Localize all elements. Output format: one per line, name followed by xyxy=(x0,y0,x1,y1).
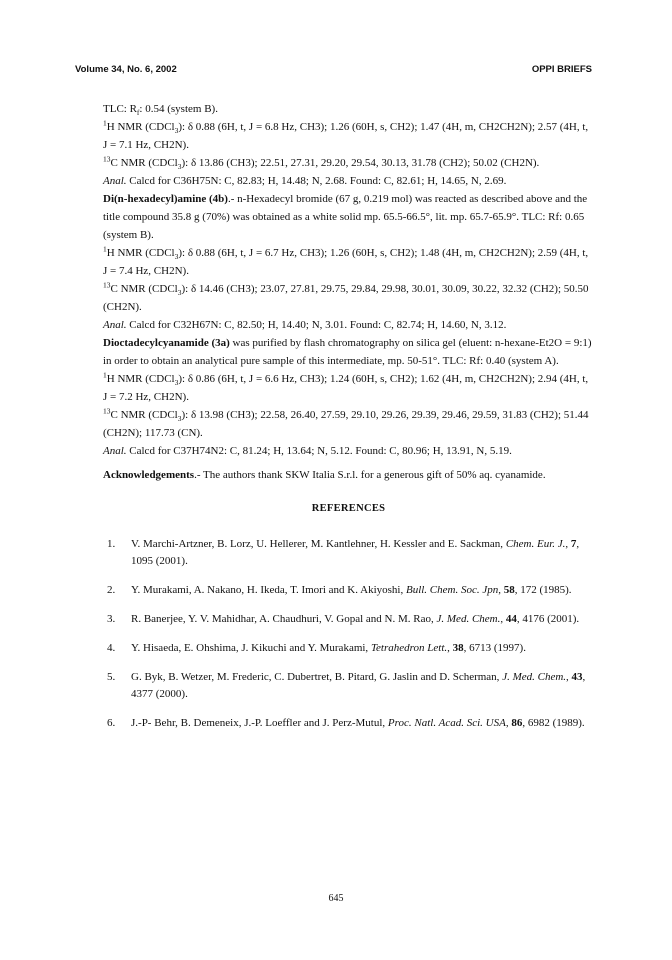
reference-item xyxy=(103,715,594,732)
reference-text: Y. Hisaeda, E. Ohshima, J. Kikuchi and Y. Murakami, Tetrahedron Lett., 38, 6713 (1997). xyxy=(131,642,526,654)
acknowledgements: Acknowledgements.- The authors thank SKW Italia S.r.l. for a generous gift of 50% aq. cyanamide. xyxy=(103,469,546,481)
h-nmr-line: $^1$H NMR (CDCl$_3$): δ 0.86 (6H, t, J = 6.6 Hz, CH3); 1.24 (60H, s, CH2); 1.62 (4H, m, CH2CH2N); 2.94 (4H, t, J = 7.2 Hz, CH2N). xyxy=(103,370,589,403)
ack-text: The authors thank SKW Italia S.r.l. for a generous gift of 50% aq. cyanamide. xyxy=(203,469,546,481)
reference-number: 1. xyxy=(107,538,116,550)
analysis-line: Anal. Calcd for C37H74N2: C, 81.24; H, 13.64; N, 5.12. Found: C, 80.96; H, 13.91, N, 5.19. xyxy=(103,445,512,457)
analysis-line: Anal. Calcd for C36H75N: C, 82.83; H, 14.48; N, 2.68. Found: C, 82.61; H, 14.65, N, 2.69. xyxy=(103,175,507,187)
reference-item xyxy=(103,640,594,657)
analysis-data: Calcd for C37H74N2: C, 81.24; H, 13.64; N, 5.12. Found: C, 80.96; H, 13.91, N, 5.19. xyxy=(129,445,512,457)
reference-text: Y. Murakami, A. Nakano, H. Ikeda, T. Imori and K. Akiyoshi, Bull. Chem. Soc. Jpn, 58, 172 (1985). xyxy=(131,584,572,596)
reference-list xyxy=(103,536,594,732)
h-nmr-data: δ 0.88 (6H, t, J = 6.8 Hz, CH3); 1.26 (60H, s, CH2); 1.47 (4H, m, CH2CH2N); 2.57 (4H, t, J = 7.1 Hz, CH2N). xyxy=(103,121,589,151)
analysis-data: Calcd for C36H75N: C, 82.83; H, 14.48; N, 2.68. Found: C, 82.61; H, 14.65, N, 2.69. xyxy=(129,175,507,187)
reference-item xyxy=(103,669,594,703)
reference-number: 3. xyxy=(107,613,116,625)
reference-item xyxy=(103,582,594,599)
c-nmr-data: δ 13.98 (CH3); 22.58, 26.40, 27.59, 29.10, 29.26, 29.39, 29.46, 29.59, 31.83 (CH2); 51.44 (CH2N); 117.73 (CN). xyxy=(103,409,589,439)
reference-text: V. Marchi-Artzner, B. Lorz, U. Hellerer, M. Kantlehner, H. Kessler and E. Sackman, Chem. Eur. J., 7, 1095 (2001). xyxy=(131,538,580,567)
reference-text: J.-P- Behr, B. Demeneix, J.-P. Loeffler and J. Perz-Mutul, Proc. Natl. Acad. Sci. USA, 86, 6982 (1989). xyxy=(131,717,585,729)
references-heading: REFERENCES xyxy=(311,503,386,514)
section-title: OPPI BRIEFS xyxy=(531,64,592,75)
page-number: 645 xyxy=(328,893,344,904)
c-nmr-line: $^{13}$C NMR (CDCl$_3$): δ 13.98 (CH3); 22.58, 26.40, 27.59, 29.10, 29.26, 29.39, 29.46, 29.59, 31.83 (CH2); 51.44 (CH2N); 117.73 (CN). xyxy=(103,406,589,439)
c-nmr-data: δ 13.86 (CH3); 22.51, 27.31, 29.20, 29.54, 30.13, 31.78 (CH2); 50.02 (CH2N). xyxy=(190,157,540,169)
h-nmr-line: $^1$H NMR (CDCl$_3$): δ 0.88 (6H, t, J = 6.8 Hz, CH3); 1.26 (60H, s, CH2); 1.47 (4H, m, CH2CH2N); 2.57 (4H, t, J = 7.1 Hz, CH2N). xyxy=(103,118,589,151)
article-body xyxy=(103,100,594,744)
compound-3a-paragraph xyxy=(103,334,594,370)
compound-3a-name: Dioctadecylcyanamide (3a) xyxy=(103,337,230,349)
compound-4b-text: n-Hexadecyl bromide (67 g, 0.219 mol) was reacted as described above and the title compound 35.8 g (70%) was obtained as a white solid mp. 65.5-66.5°, lit. mp. 65.7-65.9°. TLC: Rf: 0.65 (system B). xyxy=(103,193,588,241)
journal-volume: Volume 34, No. 6, 2002 xyxy=(75,64,177,75)
compound-4b-paragraph: Di(n-hexadecyl)amine (4b).- n-Hexadecyl bromide (67 g, 0.219 mol) was reacted as described above and the title compound 35.8 g (70%) was obtained as a white solid mp. 65.5-66.5°, lit. mp. 65.7-65.9°. TLC: Rf: 0.65 (system B). xyxy=(103,193,588,241)
ack-label: Acknowledgements xyxy=(103,469,195,481)
reference-number: 4. xyxy=(107,642,116,654)
c-nmr-line: $^{13}$C NMR (CDCl$_3$): δ 13.86 (CH3); 22.51, 27.31, 29.20, 29.54, 30.13, 31.78 (CH2); 50.02 (CH2N). xyxy=(103,154,540,172)
reference-text: R. Banerjee, Y. V. Mahidhar, A. Chaudhuri, V. Gopal and N. M. Rao, J. Med. Chem., 44, 4176 (2001). xyxy=(131,613,580,625)
reference-item xyxy=(103,536,594,570)
c-nmr-data: δ 14.46 (CH3); 23.07, 27.81, 29.75, 29.84, 29.98, 30.01, 30.09, 30.22, 32.32 (CH2); 50.50 (CH2N). xyxy=(103,283,589,313)
reference-item xyxy=(103,611,594,628)
h-nmr-line: $^1$H NMR (CDCl$_3$): δ 0.88 (6H, t, J = 6.7 Hz, CH3); 1.26 (60H, s, CH2); 1.48 (4H, m, CH2CH2N); 2.59 (4H, t, J = 7.4 Hz, CH2N). xyxy=(103,244,589,277)
reference-number: 5. xyxy=(107,671,116,683)
analysis-line: Anal. Calcd for C32H67N: C, 82.50; H, 14.40; N, 3.01. Found: C, 82.74; H, 14.60, N, 3.12. xyxy=(103,319,507,331)
compound-4b-name: Di(n-hexadecyl)amine (4b) xyxy=(103,193,228,205)
c-nmr-line: $^{13}$C NMR (CDCl$_3$): δ 14.46 (CH3); 23.07, 27.81, 29.75, 29.84, 29.98, 30.01, 30.09, 30.22, 32.32 (CH2); 50.50 (CH2N). xyxy=(103,280,589,313)
compound-3a-text: was purified by flash chromatography on silica gel (eluent: n-hexane-Et2O = 9:1) in order to obtain an analytical pure sample of this intermediate, mp. 50-51°. TLC: Rf: 0.40 (system A). xyxy=(103,337,592,367)
tlc-line: TLC: $R_f$: 0.54 (system B). xyxy=(103,103,218,118)
analysis-data: Calcd for C32H67N: C, 82.50; H, 14.40; N, 3.01. Found: C, 82.74; H, 14.60, N, 3.12. xyxy=(129,319,507,331)
reference-number: 2. xyxy=(107,584,116,596)
h-nmr-data: δ 0.88 (6H, t, J = 6.7 Hz, CH3); 1.26 (60H, s, CH2); 1.48 (4H, m, CH2CH2N); 2.59 (4H, t, J = 7.4 Hz, CH2N). xyxy=(103,247,589,277)
h-nmr-data: δ 0.86 (6H, t, J = 6.6 Hz, CH3); 1.24 (60H, s, CH2); 1.62 (4H, m, CH2CH2N); 2.94 (4H, t, J = 7.2 Hz, CH2N). xyxy=(103,373,589,403)
tlc-value: 0.54 (system B). xyxy=(145,103,218,115)
reference-text: G. Byk, B. Wetzer, M. Frederic, C. Dubertret, B. Pitard, G. Jaslin and D. Scherman, J. Med. Chem., 43, 4377 (2000). xyxy=(131,671,586,700)
reference-number: 6. xyxy=(107,717,116,729)
running-header xyxy=(75,64,592,75)
